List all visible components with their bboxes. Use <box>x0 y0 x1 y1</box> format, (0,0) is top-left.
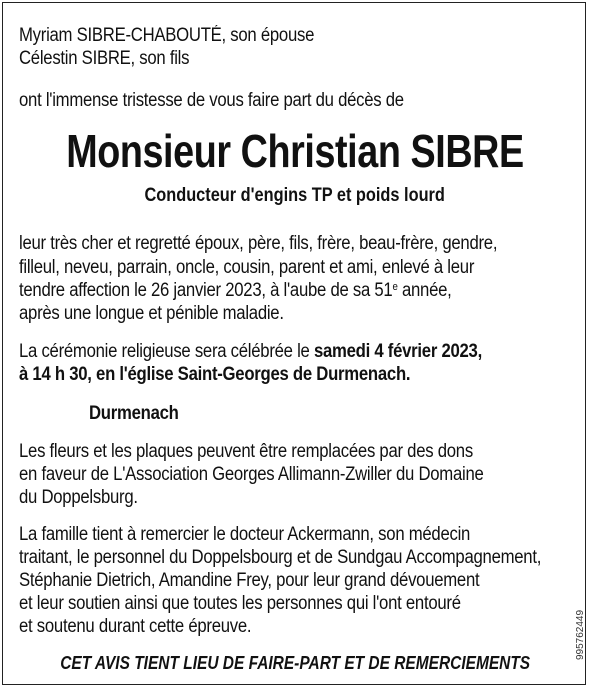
footer-notice: CET AVIS TIENT LIEU DE FAIRE-PART ET DE REMERCIEMENTS <box>60 653 530 673</box>
flowers-line-3: du Doppelsburg. <box>19 487 138 508</box>
flowers-line-1: Les fleurs et les plaques peuvent être remplacées par des dons <box>19 441 473 462</box>
thanks-line-4: et leur soutien ainsi que toutes les personnes qui l'ont entouré <box>19 593 461 614</box>
description-line-4: après une longue et pénible maladie. <box>19 303 284 324</box>
thanks-line-1: La famille tient à remercier le docteur Ackermann, son médecin <box>19 524 471 545</box>
description-line-3: tendre affection le 26 janvier 2023, à l'aube de sa 51e année, <box>19 280 452 301</box>
thanks-line-3: Stéphanie Dietrich, Amandine Frey, pour leur grand dévouement <box>19 570 480 591</box>
ceremony-line-2: à 14 h 30, en l'église Saint-Georges de Durmenach. <box>19 364 411 385</box>
deceased-occupation: Conducteur d'engins TP et poids lourd <box>144 185 446 206</box>
intro-text: ont l'immense tristesse de vous faire part du décès de <box>19 90 404 111</box>
reference-number: 995762449 <box>575 609 586 660</box>
flowers-line-2: en faveur de L'Association Georges Allimann-Zwiller du Domaine <box>19 464 484 485</box>
family-line-spouse: Myriam SIBRE-CHABOUTÉ, son épouse <box>19 25 315 46</box>
family-line-son: Célestin SIBRE, son fils <box>19 48 190 69</box>
ceremony-line-1: La cérémonie religieuse sera célébrée le samedi 4 février 2023, <box>19 341 482 362</box>
description-line-1: leur très cher et regretté époux, père, fils, frère, beau-frère, gendre, <box>19 233 498 254</box>
location-heading: Durmenach <box>89 403 179 424</box>
description-line-2: filleul, neveu, parrain, oncle, cousin, parent et ami, enlevé à leur <box>19 257 475 278</box>
deceased-name: Monsieur Christian SIBRE <box>66 125 524 177</box>
ceremony-date: samedi 4 février 2023, <box>313 341 482 362</box>
ordinal-superscript: e <box>392 281 398 293</box>
thanks-line-2: traitant, le personnel du Doppelsbourg et de Sundgau Accompagnement, <box>19 547 542 568</box>
thanks-line-5: et soutenu durant cette épreuve. <box>19 616 252 637</box>
